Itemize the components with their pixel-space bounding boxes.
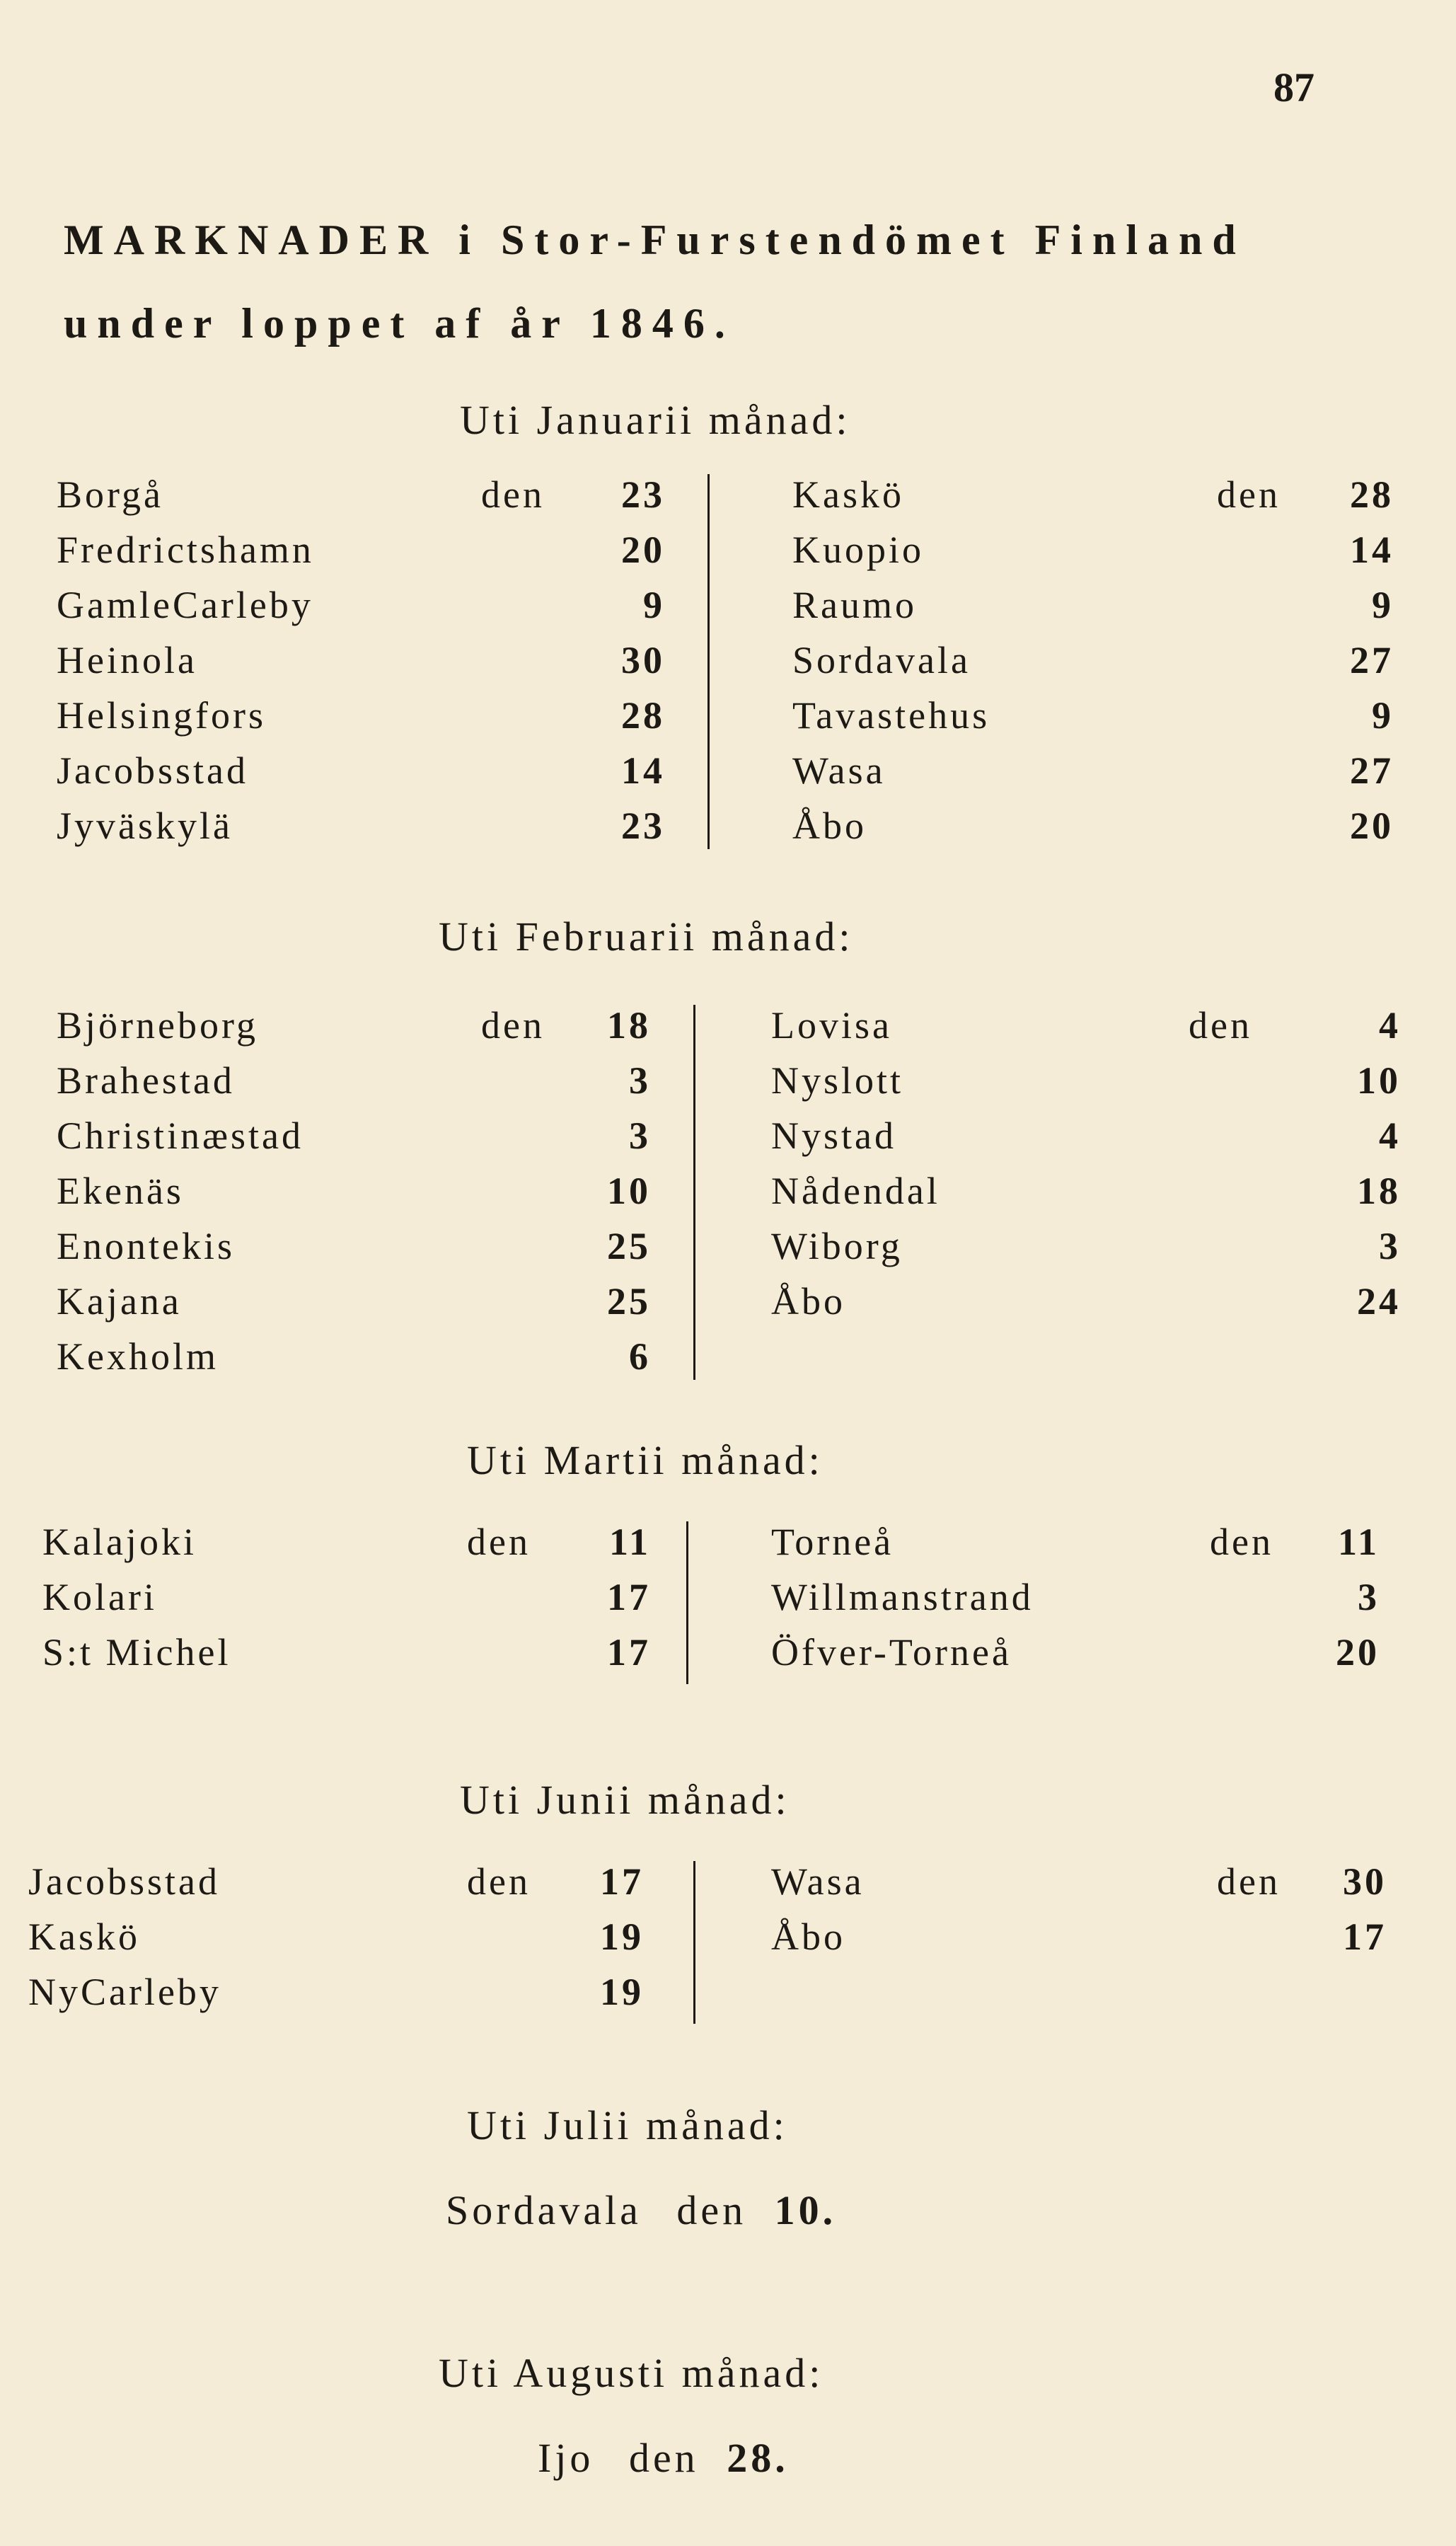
list-item: Öfver-Torneå 20 <box>771 1631 1380 1674</box>
column-divider <box>693 1005 695 1380</box>
augusti-entry: Ijo den 28. <box>538 2435 789 2481</box>
month-block-februarii <box>57 998 1401 1394</box>
list-item: Willmanstrand 3 <box>771 1576 1380 1618</box>
list-item: Tavastehus 9 <box>792 694 1394 737</box>
month-block-januarii <box>57 467 1401 863</box>
list-item: Borgå den 23 <box>57 473 665 516</box>
list-item: Kexholm 6 <box>57 1335 651 1378</box>
left-column <box>28 1854 679 2020</box>
list-item: Åbo 24 <box>771 1280 1401 1323</box>
list-item: Jyväskylä 23 <box>57 805 665 847</box>
list-item: Torneå den 11 <box>771 1521 1380 1563</box>
right-column <box>792 467 1415 853</box>
list-item: Wiborg 3 <box>771 1225 1401 1267</box>
list-item: Helsingfors 28 <box>57 694 665 737</box>
month-heading-februarii: Uti Februarii månad: <box>439 914 854 960</box>
right-column <box>771 1514 1394 1680</box>
list-item: Sordavala 27 <box>792 639 1394 681</box>
list-item: Kaskö den 28 <box>792 473 1394 516</box>
left-column <box>57 998 679 1384</box>
list-item: Jacobsstad den 17 <box>28 1860 644 1903</box>
list-item: NyCarleby 19 <box>28 1971 644 2013</box>
list-item: Ekenäs 10 <box>57 1170 651 1212</box>
month-block-martii <box>42 1514 1401 1698</box>
list-item: Enontekis 25 <box>57 1225 651 1267</box>
right-column <box>771 998 1401 1329</box>
list-item: Björneborg den 18 <box>57 1004 651 1047</box>
list-item: Brahestad 3 <box>57 1059 651 1102</box>
left-column <box>42 1514 679 1680</box>
page-number: 87 <box>1273 64 1315 110</box>
list-item: Nyslott 10 <box>771 1059 1401 1102</box>
list-item: S:t Michel 17 <box>42 1631 651 1674</box>
month-heading-martii: Uti Martii månad: <box>467 1437 824 1483</box>
list-item: Jacobsstad 14 <box>57 749 665 792</box>
list-item: Fredrictshamn 20 <box>57 529 665 571</box>
list-item: Åbo 17 <box>771 1916 1387 1958</box>
list-item: Wasa den 30 <box>771 1860 1387 1903</box>
list-item: Lovisa den 4 <box>771 1004 1401 1047</box>
list-item: Christinæstad 3 <box>57 1114 651 1157</box>
column-divider <box>707 474 710 849</box>
list-item: Raumo 9 <box>792 584 1394 626</box>
list-item: Heinola 30 <box>57 639 665 681</box>
page-title: MARKNADER i Stor-Furstendömet Finland under loppet af år 1846. <box>64 217 1246 347</box>
list-item: Kajana 25 <box>57 1280 651 1323</box>
list-item: Wasa 27 <box>792 749 1394 792</box>
list-item: Nådendal 18 <box>771 1170 1401 1212</box>
column-divider <box>686 1521 688 1684</box>
list-item: GamleCarleby 9 <box>57 584 665 626</box>
month-heading-augusti: Uti Augusti månad: <box>439 2350 824 2396</box>
list-item: Kaskö 19 <box>28 1916 644 1958</box>
column-divider <box>693 1861 695 2024</box>
month-heading-januarii: Uti Januarii månad: <box>460 397 851 443</box>
list-item: Kuopio 14 <box>792 529 1394 571</box>
month-heading-junii: Uti Junii månad: <box>460 1777 790 1823</box>
right-column <box>771 1854 1394 1964</box>
list-item: Kolari 17 <box>42 1576 651 1618</box>
month-block-junii <box>28 1854 1401 2038</box>
list-item: Nystad 4 <box>771 1114 1401 1157</box>
month-heading-julii: Uti Julii månad: <box>467 2102 788 2148</box>
list-item: Åbo 20 <box>792 805 1394 847</box>
left-column <box>57 467 693 853</box>
julii-entry: Sordavala den 10. <box>446 2187 837 2233</box>
list-item: Kalajoki den 11 <box>42 1521 651 1563</box>
